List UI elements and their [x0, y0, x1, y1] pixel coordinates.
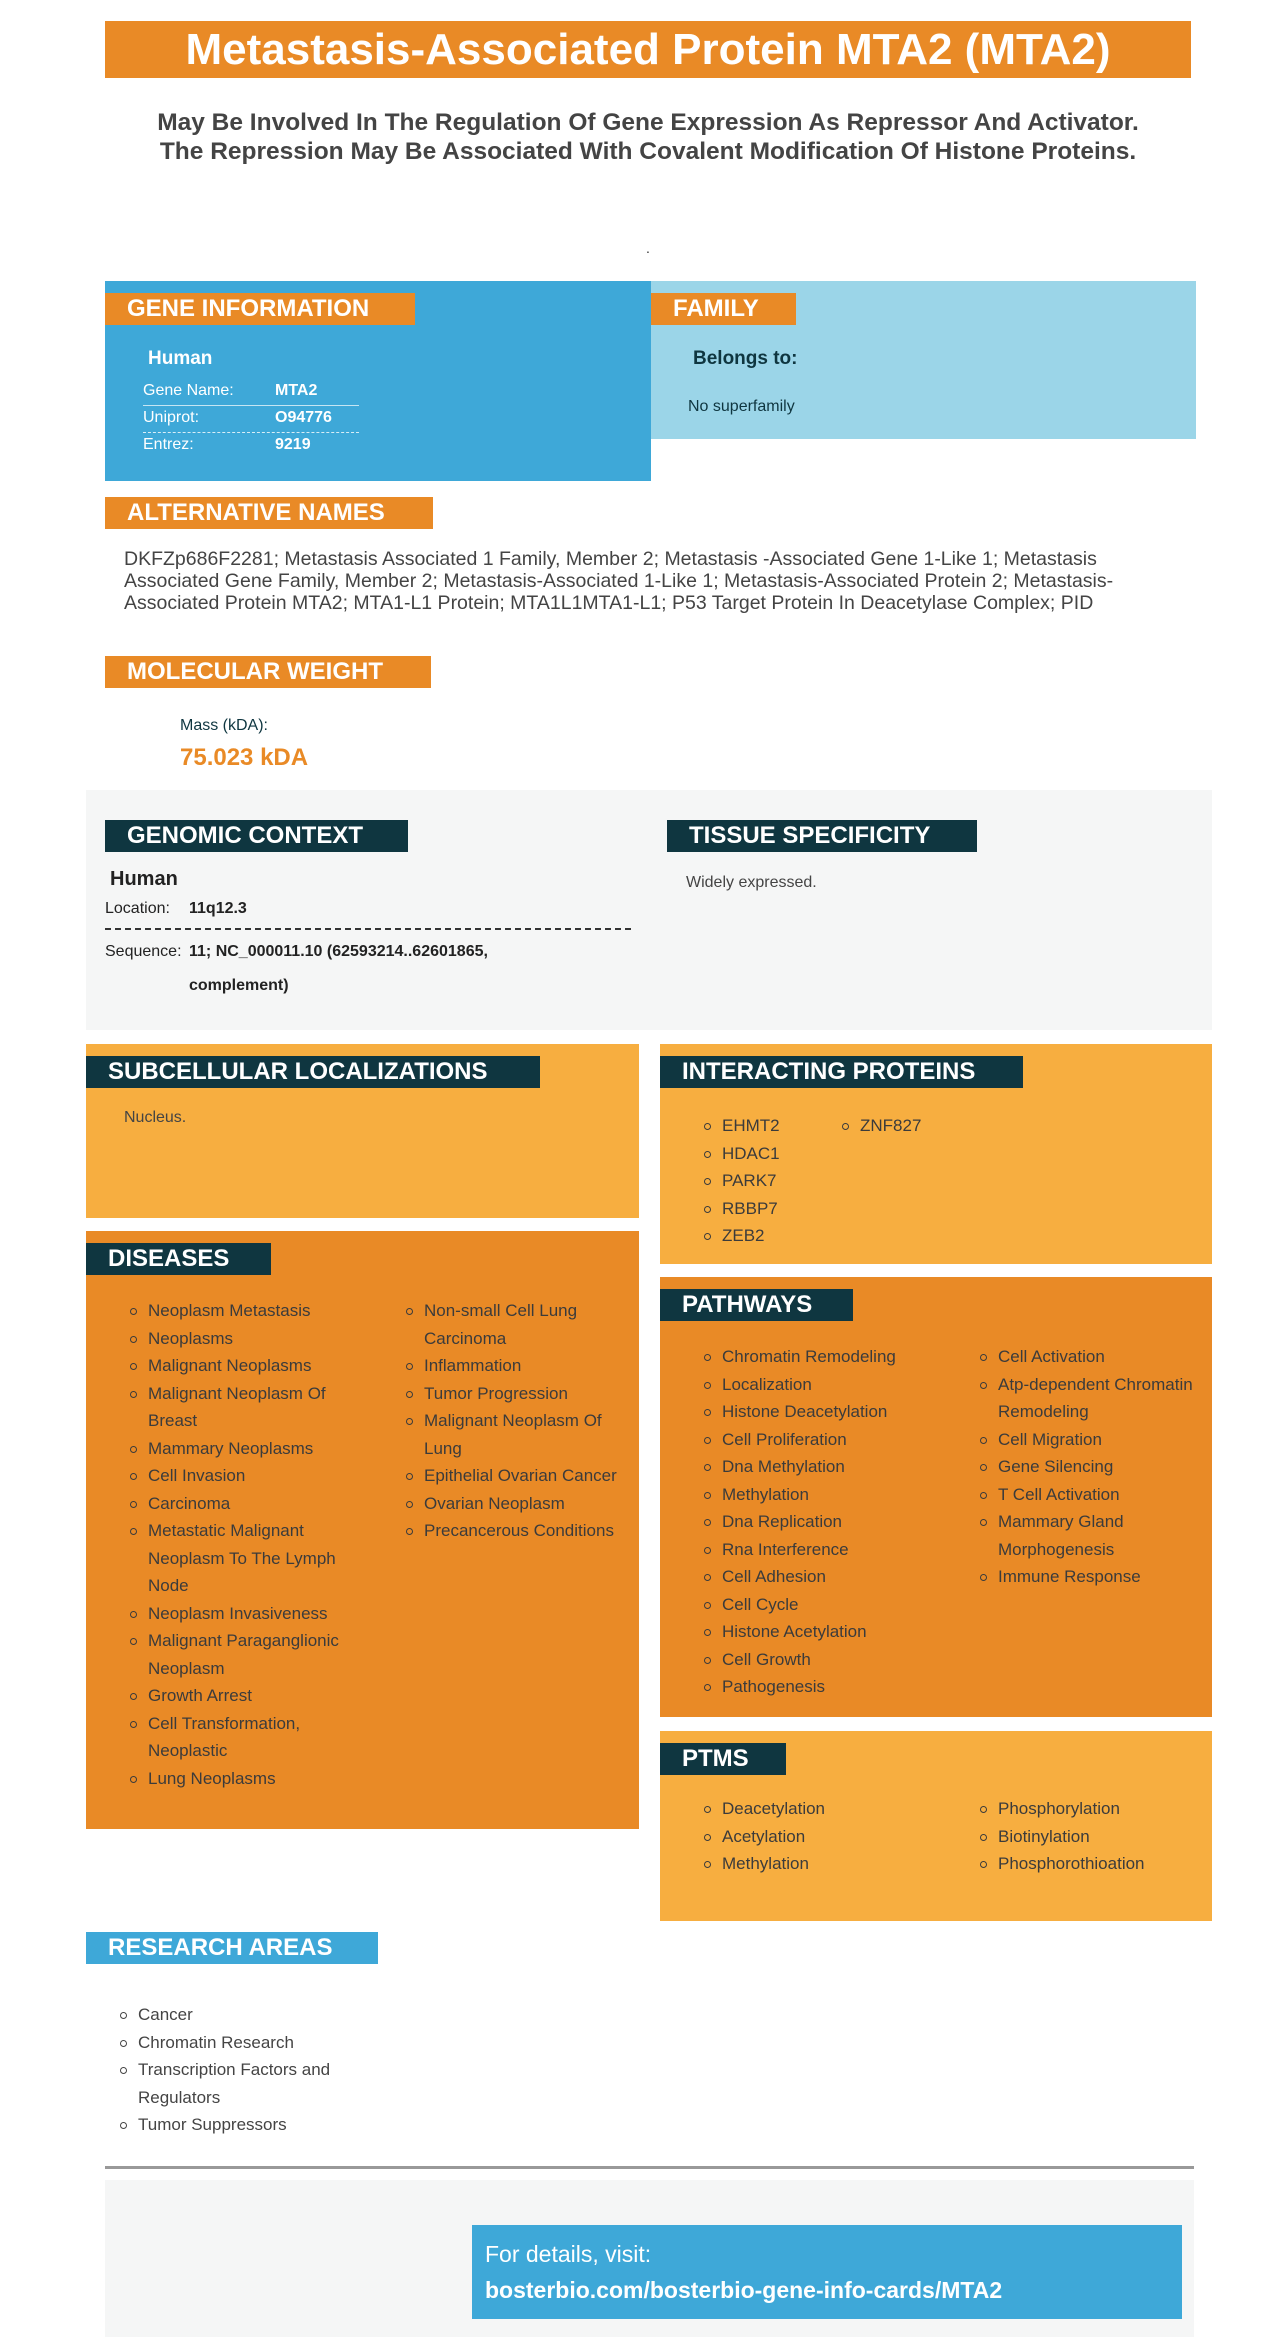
mass-value: 75.023 kDA	[180, 744, 309, 771]
disease-item: Mammary Neoplasms	[128, 1435, 363, 1463]
ptm-item: Acetylation	[702, 1823, 962, 1851]
pathway-item: Mammary Gland Morphogenesis	[978, 1508, 1208, 1563]
ptms-list-2	[978, 1795, 1208, 1878]
diseases-panel	[86, 1231, 639, 1829]
pathway-item: Rna Interference	[702, 1536, 962, 1564]
ptms-list-1	[702, 1795, 962, 1878]
genomic-species: Human	[110, 868, 178, 890]
sequence-label: Sequence:	[105, 943, 182, 960]
footer-divider	[105, 2166, 1194, 2169]
page-title: Metastasis-Associated Protein MTA2 (MTA2)	[105, 21, 1191, 78]
disease-item: Malignant Neoplasms	[128, 1352, 363, 1380]
pathways-panel	[660, 1277, 1212, 1717]
mass-label: Mass (kDA):	[180, 717, 268, 734]
research-area-item: Transcription Factors and Regulators	[118, 2056, 378, 2111]
footer-url[interactable]: bosterbio.com/bosterbio-gene-info-cards/MTA2	[485, 2277, 1003, 2303]
diseases-header: DISEASES	[86, 1243, 271, 1275]
interacting-proteins-panel	[660, 1044, 1212, 1264]
ptm-item: Methylation	[702, 1850, 962, 1878]
interacting-proteins-list-1	[702, 1112, 832, 1250]
pathway-item: Histone Acetylation	[702, 1618, 962, 1646]
sequence-line-2: complement)	[189, 977, 289, 994]
pathway-item: Cell Migration	[978, 1426, 1208, 1454]
pathway-item: Atp-dependent Chromatin Remodeling	[978, 1371, 1208, 1426]
ptm-item: Deacetylation	[702, 1795, 962, 1823]
disease-item: Inflammation	[404, 1352, 624, 1380]
interacting-proteins-list-2	[840, 1112, 990, 1140]
family-belongs-label: Belongs to:	[693, 348, 798, 369]
pathway-item: Histone Deacetylation	[702, 1398, 962, 1426]
separator-dot: .	[646, 240, 650, 256]
pathways-list-2	[978, 1343, 1208, 1591]
research-area-item: Chromatin Research	[118, 2029, 378, 2057]
gene-species: Human	[148, 348, 213, 369]
entrez-value: 9219	[275, 436, 311, 453]
entrez-label: Entrez:	[143, 436, 194, 453]
context-panel	[86, 790, 1212, 1030]
disease-item: Ovarian Neoplasm	[404, 1490, 624, 1518]
disease-item: Malignant Neoplasm Of Lung	[404, 1407, 624, 1462]
disease-item: Cell Transformation, Neoplastic	[128, 1710, 363, 1765]
subcellular-header: SUBCELLULAR LOCALIZATIONS	[86, 1056, 540, 1088]
family-panel	[651, 281, 1196, 439]
interacting-protein-item: ZNF827	[840, 1112, 990, 1140]
pathway-item: Pathogenesis	[702, 1673, 962, 1701]
pathway-item: Cell Proliferation	[702, 1426, 962, 1454]
interacting-protein-item: HDAC1	[702, 1140, 832, 1168]
family-value: No superfamily	[688, 398, 795, 415]
diseases-list-2	[404, 1297, 624, 1545]
ptm-item: Phosphorothioation	[978, 1850, 1208, 1878]
research-areas-list	[118, 2001, 378, 2139]
footer-line-1: For details, visit:	[485, 2241, 652, 2267]
location-label: Location:	[105, 900, 170, 917]
disease-item: Neoplasms	[128, 1325, 363, 1353]
pathway-item: Localization	[702, 1371, 962, 1399]
location-row	[105, 900, 631, 930]
uniprot-value: O94776	[275, 409, 332, 426]
uniprot-label: Uniprot:	[143, 409, 200, 426]
disease-item: Neoplasm Metastasis	[128, 1297, 363, 1325]
ptm-item: Biotinylation	[978, 1823, 1208, 1851]
subcellular-panel	[86, 1044, 639, 1218]
ptm-item: Phosphorylation	[978, 1795, 1208, 1823]
pathway-item: Gene Silencing	[978, 1453, 1208, 1481]
footer-link-box[interactable]	[472, 2225, 1182, 2319]
gene-name-row	[143, 382, 359, 406]
pathway-item: Cell Growth	[702, 1646, 962, 1674]
gene-name-label: Gene Name:	[143, 382, 234, 399]
disease-item: Epithelial Ovarian Cancer	[404, 1462, 624, 1490]
interacting-protein-item: ZEB2	[702, 1222, 832, 1250]
ptms-header: PTMS	[660, 1743, 786, 1775]
disease-item: Malignant Paraganglionic Neoplasm	[128, 1627, 363, 1682]
diseases-list-1	[128, 1297, 363, 1792]
disease-item: Malignant Neoplasm Of Breast	[128, 1380, 363, 1435]
gene-information-header: GENE INFORMATION	[105, 293, 415, 325]
tissue-specificity-header: TISSUE SPECIFICITY	[667, 820, 977, 852]
pathway-item: Dna Methylation	[702, 1453, 962, 1481]
pathway-item: Cell Activation	[978, 1343, 1208, 1371]
pathways-header: PATHWAYS	[660, 1289, 853, 1321]
uniprot-row	[143, 409, 359, 433]
disease-item: Cell Invasion	[128, 1462, 363, 1490]
alternative-names-header: ALTERNATIVE NAMES	[105, 497, 433, 529]
interacting-proteins-header: INTERACTING PROTEINS	[660, 1056, 1023, 1088]
disease-item: Tumor Progression	[404, 1380, 624, 1408]
protein-description: May Be Involved In The Regulation Of Gene Expression As Repressor And Activator. The Repression May Be Associated With Covalent Modification Of Histone Proteins.	[157, 109, 1139, 165]
entrez-row	[143, 436, 359, 460]
research-areas-header: RESEARCH AREAS	[86, 1932, 378, 1964]
pathway-item: Cell Cycle	[702, 1591, 962, 1619]
interacting-protein-item: EHMT2	[702, 1112, 832, 1140]
molecular-weight-header: MOLECULAR WEIGHT	[105, 656, 431, 688]
sequence-line-1: 11; NC_000011.10 (62593214..62601865,	[189, 943, 488, 960]
tissue-specificity-text: Widely expressed.	[686, 874, 817, 891]
pathway-item: Cell Adhesion	[702, 1563, 962, 1591]
pathway-item: Methylation	[702, 1481, 962, 1509]
pathway-item: Chromatin Remodeling	[702, 1343, 962, 1371]
footer-panel	[105, 2180, 1194, 2337]
interacting-protein-item: RBBP7	[702, 1195, 832, 1223]
subcellular-text: Nucleus.	[124, 1109, 187, 1126]
gene-name-value: MTA2	[275, 382, 318, 399]
research-area-item: Cancer	[118, 2001, 378, 2029]
disease-item: Growth Arrest	[128, 1682, 363, 1710]
disease-item: Metastatic Malignant Neoplasm To The Lymph Node	[128, 1517, 363, 1600]
genomic-context-header: GENOMIC CONTEXT	[105, 820, 408, 852]
pathways-list-1	[702, 1343, 962, 1701]
location-value: 11q12.3	[189, 900, 247, 917]
disease-item: Non-small Cell Lung Carcinoma	[404, 1297, 624, 1352]
ptms-panel	[660, 1731, 1212, 1921]
disease-item: Lung Neoplasms	[128, 1765, 363, 1793]
disease-item: Carcinoma	[128, 1490, 363, 1518]
alternative-names-text: DKFZp686F2281; Metastasis Associated 1 Family, Member 2; Metastasis -Associated Gene 1-Like 1; Metastasis Associated Gene Family, Member 2; Metastasis-Associated 1-Like 1; Metastasis-Associated Protein 2; Metastasis-Associated Protein MTA2; MTA1-L1 Protein; MTA1L1MTA1-L1; P53 Target Protein In Deacetylase Complex; PID	[124, 548, 1114, 614]
disease-item: Precancerous Conditions	[404, 1517, 624, 1545]
research-area-item: Tumor Suppressors	[118, 2111, 378, 2139]
pathway-item: T Cell Activation	[978, 1481, 1208, 1509]
disease-item: Neoplasm Invasiveness	[128, 1600, 363, 1628]
family-header: FAMILY	[651, 293, 796, 325]
gene-information-panel	[105, 281, 651, 481]
pathway-item: Dna Replication	[702, 1508, 962, 1536]
pathway-item: Immune Response	[978, 1563, 1208, 1591]
interacting-protein-item: PARK7	[702, 1167, 832, 1195]
